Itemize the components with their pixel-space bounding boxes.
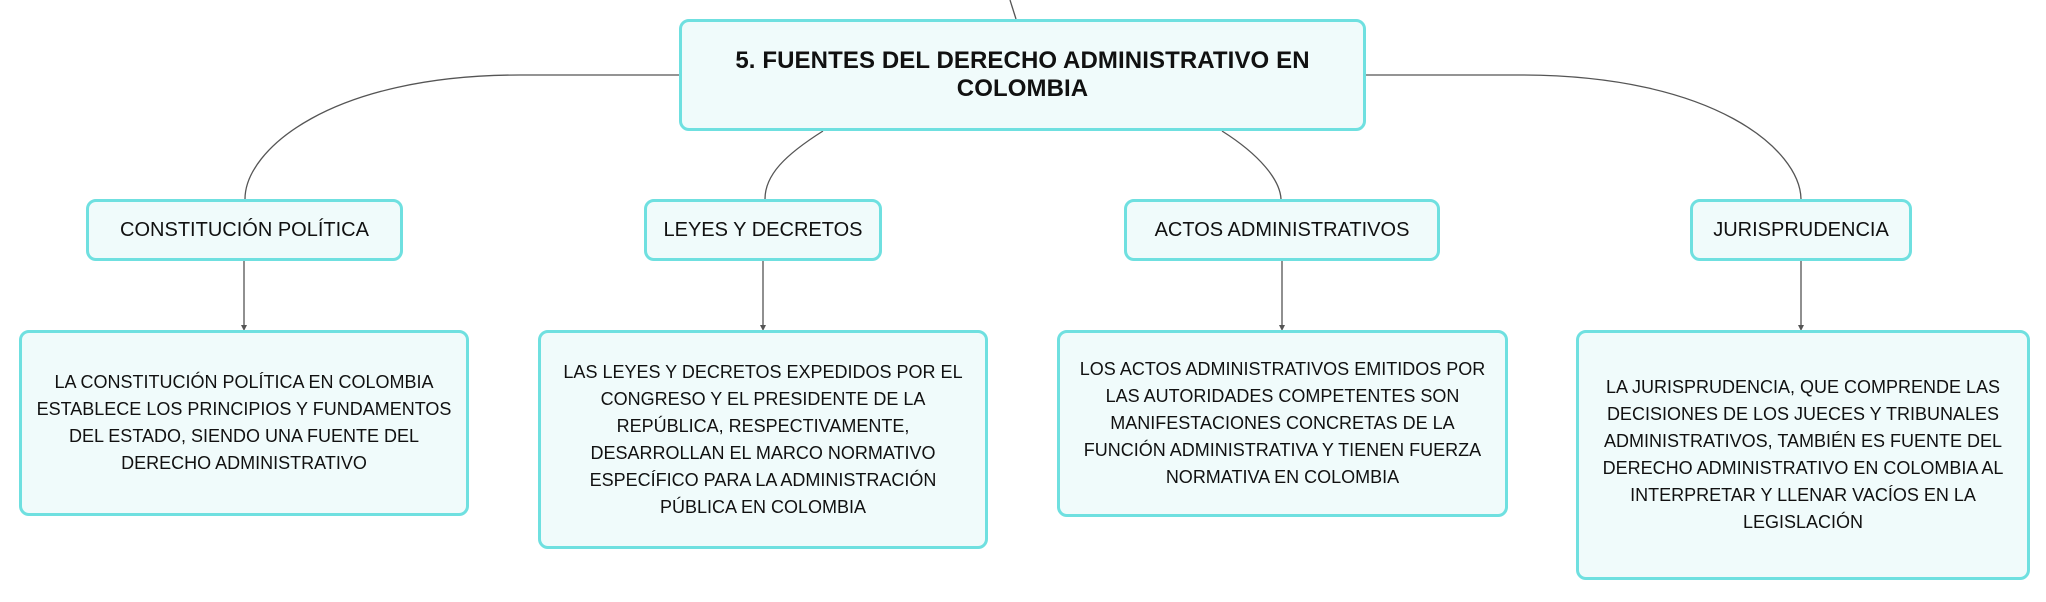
- leaf-text: LOS ACTOS ADMINISTRATIVOS EMITIDOS POR LAS AUTORIDADES COMPETENTES SON MANIFESTACIONES CONCRETAS DE LA FUNCIÓN ADMINISTRATIVA Y TIENEN FUERZA NORMATIVA EN COLOMBIA: [1079, 359, 1486, 487]
- connector-root-leyes: [765, 131, 823, 199]
- root-topic-label: 5. FUENTES DEL DERECHO ADMINISTRATIVO EN COLOMBIA: [735, 47, 1310, 102]
- leaf-text: LA JURISPRUDENCIA, QUE COMPRENDE LAS DECISIONES DE LOS JUECES Y TRIBUNALES ADMINISTRATIVOS, TAMBIÉN ES FUENTE DEL DERECHO ADMINISTRATIVO EN COLOMBIA AL INTERPRETAR Y LLENAR VACÍOS EN LA LEGISLACIÓN: [1602, 377, 2004, 532]
- leaf-jurisprudencia-description[interactable]: [1576, 330, 2030, 580]
- branch-label: ACTOS ADMINISTRATIVOS: [1154, 218, 1410, 241]
- branch-label: CONSTITUCIÓN POLÍTICA: [120, 218, 369, 241]
- branch-jurisprudencia[interactable]: [1690, 199, 1912, 261]
- leaf-text: LAS LEYES Y DECRETOS EXPEDIDOS POR EL CONGRESO Y EL PRESIDENTE DE LA REPÚBLICA, RESPECTIVAMENTE, DESARROLLAN EL MARCO NORMATIVO ESPECÍFICO PARA LA ADMINISTRACIÓN PÚBLICA EN COLOMBIA: [563, 361, 963, 517]
- connector-root-jurisprudencia: [1366, 75, 1801, 199]
- leaf-leyes-description[interactable]: [538, 330, 988, 549]
- branch-leyes-y-decretos[interactable]: [644, 199, 882, 261]
- leaf-constitucion-description[interactable]: [19, 330, 469, 516]
- leaf-text: LA CONSTITUCIÓN POLÍTICA EN COLOMBIA ESTABLECE LOS PRINCIPIOS Y FUNDAMENTOS DEL ESTADO, SIENDO UNA FUENTE DEL DERECHO ADMINISTRATIVO: [36, 372, 452, 473]
- leaf-actos-description[interactable]: [1057, 330, 1508, 517]
- branch-constitucion-politica[interactable]: [86, 199, 403, 261]
- connector-root-actos: [1222, 131, 1281, 199]
- connector-parent-root: [1010, 0, 1016, 19]
- branch-label: LEYES Y DECRETOS: [663, 218, 863, 241]
- branch-label: JURISPRUDENCIA: [1713, 218, 1889, 241]
- branch-actos-administrativos[interactable]: [1124, 199, 1440, 261]
- connector-root-constitucion: [245, 75, 679, 199]
- root-topic[interactable]: [679, 19, 1366, 131]
